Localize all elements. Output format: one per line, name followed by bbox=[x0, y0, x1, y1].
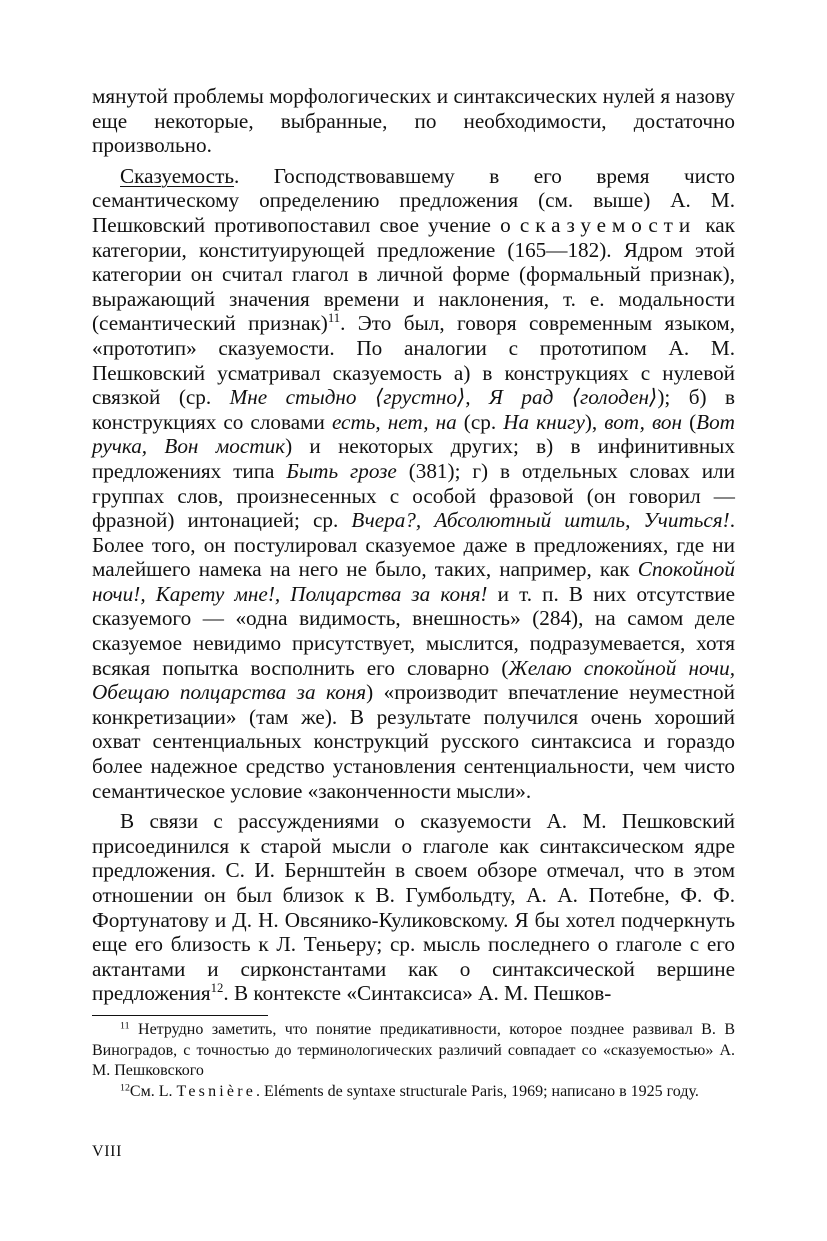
example-text: есть, нет, на bbox=[331, 409, 457, 434]
example-text: Быть грозе bbox=[286, 458, 397, 483]
example-text: На книгу bbox=[503, 409, 585, 434]
example-text: Вчера?, Абсолютный штиль, Учиться! bbox=[351, 508, 730, 533]
example-text: вот, вон bbox=[604, 409, 683, 434]
footnote-mark: 12 bbox=[120, 1082, 130, 1094]
footnote-ref-12[interactable]: 12 bbox=[210, 981, 224, 996]
page-number: VIII bbox=[92, 1143, 123, 1160]
footnote-ref-11[interactable]: 11 bbox=[327, 311, 341, 326]
spaced-author: Tesnière bbox=[176, 1082, 257, 1100]
paragraph-continued bbox=[92, 84, 735, 158]
paragraph-skazuemost: Сказуемость. Господствовавшему в его время чисто семантическому определению предложения (см. выше) А. М. Пешковский противопоставил свое учение о сказуемости как категории, конституирующей предложение (165—182). Ядром этой категории он считал глагол в личной форме (формальный признак), выражающий значения времени и наклонения, т. е. модальности (семантический признак)$^{11}$. Это был, говоря современным языком, «прототип» сказуемости. По аналогии с прототипом А. М. Пешковский усматривал сказуемость а) в конструкциях с нулевой связкой (ср. Мне стыдно ⟨грустно⟩, Я рад ⟨голоден⟩); б) в конструкциях со словами есть, нет, на (ср. На книгу), вот, вон (Вот ручка, Вон мостик) и некоторых других; в) в инфинитивных предложениях типа Быть грозе (381); г) в отдельных словах или группах слов, произнесенных с особой фразовой (он говорил — фразной) интонацией; ср. Вчера?, Абсолютный штиль, Учиться!. Более того, он постулировал сказуемое даже в предложениях, где ни малейшего намека на него не было, таких, например, как Спокойной ночи!, Карету мне!, Полцарства за коня! и т. п. В них отсутствие сказуемого — «одна видимость, внешность» (284), на самом деле сказуемое невидимо присутствует, мыслится, подразумевается, хотя всякая попытка восполнить его словарно (Желаю спокойной ночи, Обещаю полцарства за коня) «производит впечатление неуместной конкретизации» (там же). В результате получился очень хороший охват сентенциальных конструкций русского синтаксиса и гораздо более надежное средство установления сентенциальности, чем чисто семантическое условие «законченности мысли». bbox=[92, 163, 735, 803]
footnote-mark: 11 bbox=[120, 1020, 130, 1032]
paragraph-verb-core: В связи с рассуждениями о сказуемости А. М. Пешковский присоединился к старой мысли о глаголе как синтаксическом ядре предложения. С. И. Бернштейн в своем обзоре отмечал, что в этом отношении он был близок к В. Гумбольдту, А. А. Потебне, Ф. Ф. Фортунатову и Д. Н. Овсянико-Куликовскому. Я бы хотел подчеркнуть еще его близость к Л. Теньеру; ср. мысль последнего о глаголе с его актантами и сирконстантами как о синтаксической вершине предложения$^{12}$. В контексте «Синтаксиса» А. М. Пешков- bbox=[92, 809, 735, 1006]
example-text: Желаю спокойной ночи, Обещаю полцарства за коня bbox=[92, 655, 735, 705]
footnote-12: $^{12}$См. L. Tesnière. Eléments de syntaxe structurale Paris, 1969; написано в 1925 году. bbox=[120, 1082, 699, 1100]
spaced-term: сказуемости bbox=[519, 212, 697, 237]
example-text: Спокойной ночи!, Карету мне!, Полцарства за коня! bbox=[92, 557, 735, 606]
example-text: Мне стыдно ⟨грустно⟩, Я рад ⟨голоден⟩ bbox=[229, 385, 658, 410]
body-text bbox=[92, 84, 735, 1006]
footnotes bbox=[92, 1020, 735, 1102]
footnote-divider bbox=[92, 1015, 268, 1016]
paragraph-text: мянутой проблемы морфологических и синтаксических нулей я назову еще некоторые, выбранные, по необходимости, достаточно произвольно. bbox=[92, 84, 735, 158]
section-heading: Сказуемость bbox=[120, 163, 235, 188]
footnote-11: $^{11}$ Нетрудно заметить, что понятие предикативности, которое позднее развивал В. В Виноградов, с точностью до терминологических различий совпадает со «сказуемостью» А. М. Пешковского bbox=[92, 1020, 735, 1079]
example-text: Вот ручка, Вон мостик bbox=[92, 409, 735, 459]
